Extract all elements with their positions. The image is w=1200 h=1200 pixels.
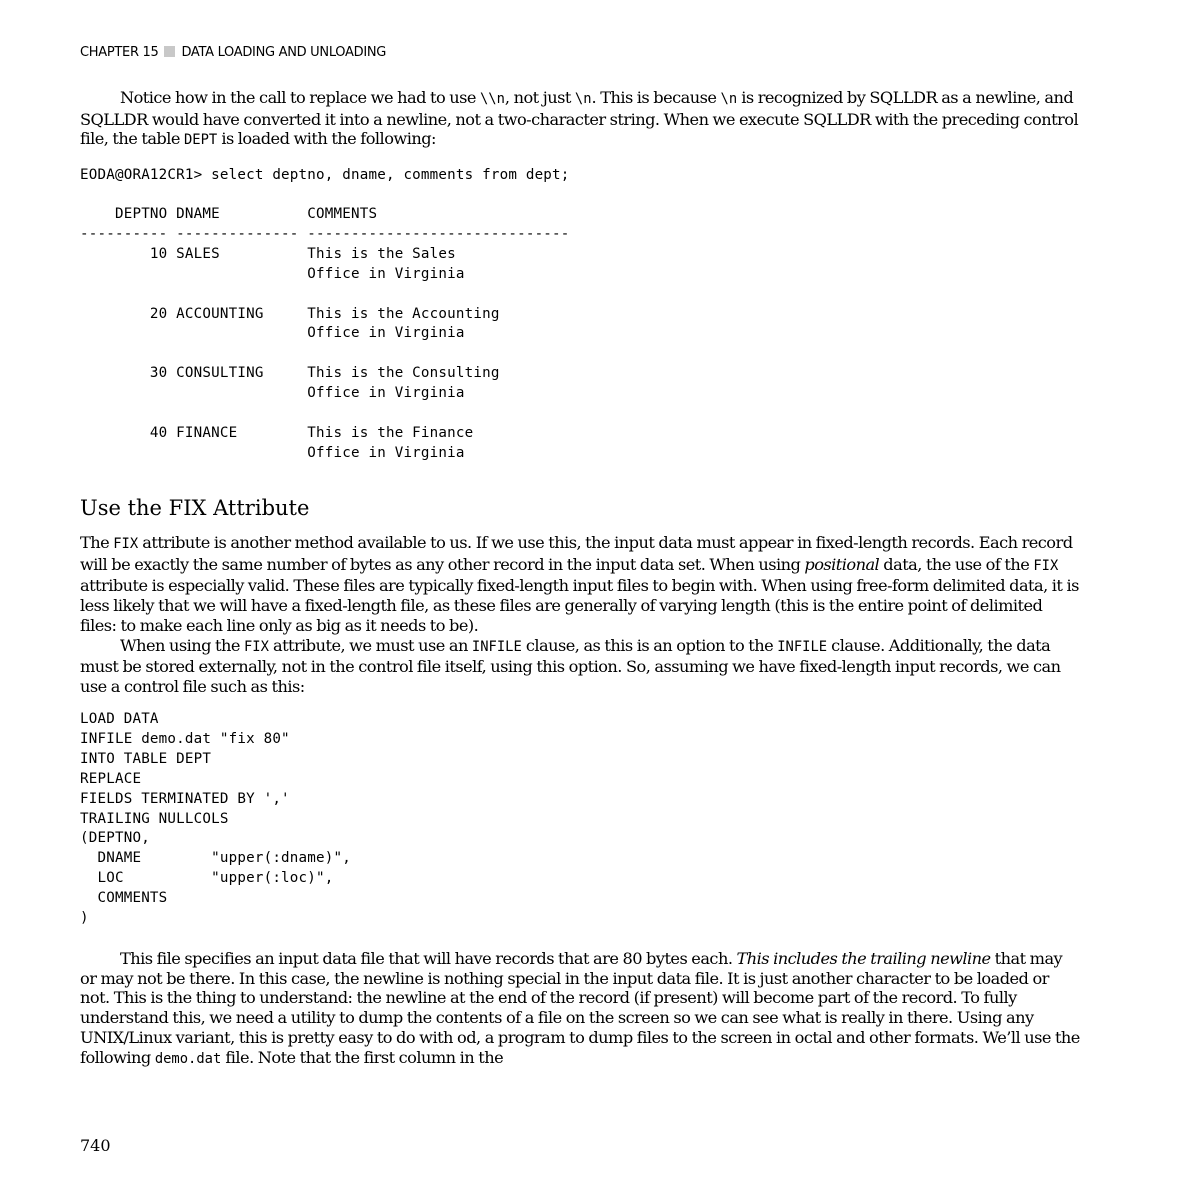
page-number: 740 bbox=[80, 1136, 111, 1155]
control-file-block bbox=[80, 710, 1080, 929]
emphasis: This includes the trailing newline bbox=[736, 949, 991, 968]
section-heading-block bbox=[80, 496, 1080, 520]
inline-code: \n bbox=[574, 91, 592, 107]
record-explanation-block bbox=[80, 949, 1080, 1069]
query-result-block bbox=[80, 205, 1080, 464]
intro-paragraph-block bbox=[80, 88, 1080, 151]
section-heading: Use the FIX Attribute bbox=[80, 496, 310, 520]
text-run: attribute is another method available to us. If we use this, the input data must appear in fixed-length records. Each record will be exactly the same number of bytes as any other record in the input data set. When using bbox=[80, 533, 1073, 574]
record-explanation-paragraph bbox=[80, 949, 1080, 1069]
text-run: , not just bbox=[504, 88, 575, 107]
text-run: that may or may not be there. In this case, the newline is nothing special in the input data file. It is just another character to be loaded or not. This is the thing to understand: the newline at the end of the record (if present) will become part of the record. To fully understand this, we need a utility to dump the contents of a file on the screen so we can see what is really in there. Using any UNIX/Linux variant, this is pretty easy to do with od, a program to dump files to the screen in octal and other formats. We’ll use the following bbox=[80, 949, 1080, 1067]
text-run: is loaded with the following: bbox=[217, 129, 436, 149]
inline-code: \\n bbox=[480, 91, 505, 107]
text-run: clause, as this is an option to the bbox=[521, 635, 778, 655]
chapter-title: DATA LOADING AND UNLOADING bbox=[181, 45, 387, 60]
inline-code: FIX bbox=[113, 536, 139, 552]
inline-code: INFILE bbox=[471, 638, 522, 655]
text-run: attribute, we must use an bbox=[268, 635, 472, 655]
text-run: Notice how in the call to replace we had to use bbox=[120, 88, 480, 107]
text-run: This file specifies an input data file that will have records that are 80 bytes each. bbox=[120, 949, 737, 968]
text-run: . This is because bbox=[591, 88, 721, 107]
text-run: attribute is especially valid. These files are typically fixed-length input files to begin with. When using free-form delimited data, it is less likely that we will have a fixed-length file, as these files are generally of varying length (this is the entire point of delimited files: to make each line only as big as it needs to be). bbox=[80, 576, 1079, 635]
sql-command: EODA@ORA12CR1> select deptno, dname, comments from dept; bbox=[80, 167, 570, 183]
text-run: file. Note that the first column in the bbox=[221, 1047, 504, 1067]
inline-code: FIX bbox=[1033, 557, 1059, 574]
text-run: The bbox=[80, 533, 114, 552]
text-run: When using the bbox=[120, 635, 244, 655]
query-result-table: DEPTNO DNAME COMMENTS ---------- -------------- ------------------------------ 10 SALES This is the Sales Office in Virginia 20 ACCOUNTING This is the Accounting Office in Virginia 30 CONSULTING This is the Consulting Office in Virginia 40 FINANCE This is the Finance Office in Virginia bbox=[80, 206, 570, 461]
inline-code: \n bbox=[720, 91, 738, 107]
fix-attribute-paragraphs bbox=[80, 533, 1080, 697]
control-file-code: LOAD DATA INFILE demo.dat "fix 80" INTO TABLE DEPT REPLACE FIELDS TERMINATED BY ',' TRAILING NULLCOLS (DEPTNO, DNAME "upper(:dname)", LOC "upper(:loc)", COMMENTS ) bbox=[80, 711, 351, 927]
inline-code: DEPT bbox=[184, 132, 218, 149]
text-run: clause. Additionally, the data must be stored externally, not in the control file itself, using this option. So, assuming we have fixed-length input records, we can use a control file such as this: bbox=[80, 635, 1061, 696]
emphasis: positional bbox=[804, 554, 880, 574]
intro-paragraph bbox=[80, 88, 1080, 151]
chapter-label: CHAPTER 15 bbox=[80, 45, 159, 60]
fix-paragraph-2 bbox=[80, 636, 1080, 697]
inline-code: demo.dat bbox=[154, 1050, 222, 1067]
running-header bbox=[80, 45, 386, 60]
text-run: data, the use of the bbox=[879, 554, 1034, 574]
inline-code: FIX bbox=[243, 638, 269, 655]
sql-query-block bbox=[80, 166, 1080, 186]
text-run: is recognized by SQLLDR as a newline, and SQLLDR would have converted it into a newline, not a two-character string. When we execute SQLLDR with the preceding control file, the table bbox=[80, 88, 1079, 149]
inline-code: INFILE bbox=[777, 638, 828, 655]
fix-paragraph-1 bbox=[80, 533, 1080, 636]
header-separator-square bbox=[164, 46, 175, 57]
